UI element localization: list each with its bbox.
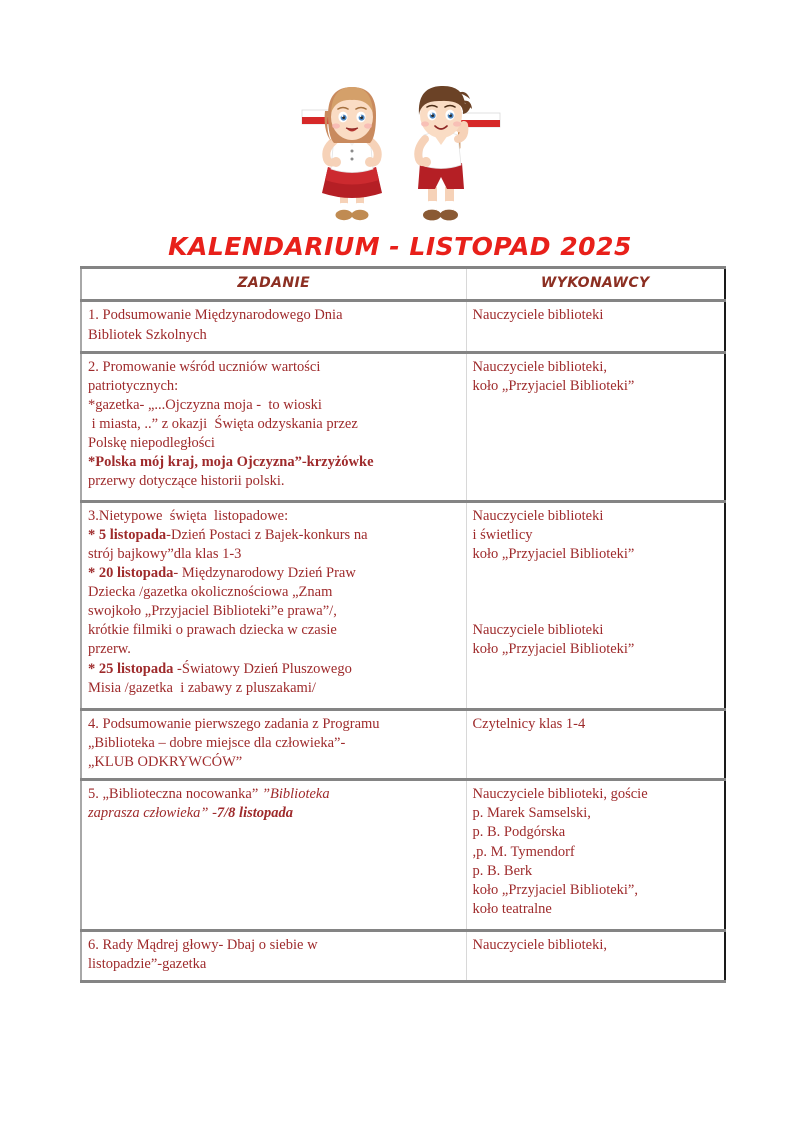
task-cell: [81, 931, 466, 982]
column-header-performers: WYKONAWCY: [466, 268, 725, 301]
task-line: [88, 526, 460, 545]
task-line: [88, 564, 460, 583]
performer-line: Nauczyciele biblioteki, goście: [472, 786, 648, 803]
calendar-table-body: [81, 268, 725, 982]
performer-line: koło teatralne: [472, 900, 552, 917]
performer-line: p. Marek Samselski,: [472, 805, 591, 822]
task-line: listopadzie”-gazetka: [88, 956, 207, 973]
task-line: 4. Podsumowanie pierwszego zadania z Programu: [88, 715, 380, 732]
task-line: [88, 660, 460, 679]
performer-line: Czytelnicy klas 1-4: [472, 715, 586, 732]
performers-cell: [466, 301, 725, 352]
performer-line: p. B. Berk: [472, 862, 533, 879]
task-line: „Biblioteka – dobre miejsce dla człowieka”-: [88, 734, 346, 751]
task-cell: [81, 709, 466, 779]
task-line: krótkie filmiki o prawach dziecka w czasie: [88, 622, 337, 639]
task-line: i miasta, ..” z okazji Święta odzyskania przez: [88, 416, 358, 433]
performers-cell: [466, 352, 725, 501]
task-line: swojkoło „Przyjaciel Biblioteki”e prawa”/,: [88, 603, 337, 620]
task-line-rest: -Światowy Dzień Pluszowego: [173, 660, 352, 677]
task-line: przerw.: [88, 641, 131, 658]
task-line: [88, 785, 460, 804]
task-date-emphasis: * 25 listopada: [88, 660, 174, 677]
task-line: strój bajkowy”dla klas 1-3: [88, 545, 242, 562]
task-line-rest: -Dzień Postaci z Bajek-konkurs na: [166, 526, 368, 543]
children-with-flags-illustration: [0, 66, 800, 231]
performer-line: Nauczyciele biblioteki: [472, 507, 604, 524]
task-line: 2. Promowanie wśród uczniów wartości: [88, 358, 321, 375]
task-line: przerwy dotyczące historii polski.: [88, 473, 285, 490]
performers-cell: [466, 709, 725, 779]
task-date-emphasis: * 20 listopada: [88, 564, 174, 581]
performer-gap: [473, 583, 719, 602]
performer-line: Nauczyciele biblioteki: [472, 622, 604, 639]
kids-flags-svg: [288, 71, 512, 231]
performer-line: koło „Przyjaciel Biblioteki”: [472, 377, 635, 394]
performer-line: koło „Przyjaciel Biblioteki”,: [472, 881, 638, 898]
performer-line: i świetlicy: [472, 526, 533, 543]
table-header-row: [81, 268, 725, 301]
performer-line: koło „Przyjaciel Biblioteki”: [472, 545, 635, 562]
task-line-rest: - Międzynarodowy Dzień Praw: [173, 564, 356, 581]
performer-line: Nauczyciele biblioteki,: [472, 358, 607, 375]
performer-line: p. B. Podgórska: [472, 824, 566, 841]
performer-line: Nauczyciele biblioteki,: [472, 937, 607, 954]
task-line: Misia /gazetka i zabawy z pluszakami/: [88, 679, 316, 696]
table-row: [81, 501, 725, 709]
task-date-emphasis: * 5 listopada: [88, 526, 167, 543]
performer-line: ,p. M. Tymendorf: [472, 843, 575, 860]
task-line-main: 5. „Biblioteczna nocowanka”: [88, 786, 259, 803]
task-line: [88, 804, 460, 823]
performer-gap: [473, 602, 719, 621]
task-line: 1. Podsumowanie Międzynarodowego Dnia: [88, 307, 343, 324]
performer-line: koło „Przyjaciel Biblioteki”: [472, 641, 635, 658]
task-cell: [81, 780, 466, 931]
task-line: patriotycznych:: [88, 377, 179, 394]
performers-cell: [466, 931, 725, 982]
task-line: *gazetka- „...Ojczyzna moja - to wioski: [88, 396, 322, 413]
performers-cell: [466, 780, 725, 931]
table-row: [81, 931, 725, 982]
task-cell: [81, 501, 466, 709]
task-line: 6. Rady Mądrej głowy- Dbaj o siebie w: [88, 937, 318, 954]
task-date-emphasis: 7/8 listopada: [216, 805, 294, 822]
task-cell: [81, 352, 466, 501]
table-row: [81, 352, 725, 501]
task-title-italic: zaprasza człowieka” -: [88, 805, 217, 822]
performers-cell: [466, 501, 725, 709]
task-cell: [81, 301, 466, 352]
table-row: [81, 301, 725, 352]
table-row: [81, 780, 725, 931]
task-line: Polskę niepodległości: [88, 435, 215, 452]
performer-gap: [473, 564, 719, 583]
page-title: KALENDARIUM - LISTOPAD 2025: [168, 232, 632, 261]
task-line: „KLUB ODKRYWCÓW”: [88, 754, 243, 771]
performer-line: Nauczyciele biblioteki: [472, 307, 604, 324]
task-title-italic: ”Biblioteka: [258, 786, 330, 803]
task-line: Dziecka /gazetka okolicznościowa „Znam: [88, 584, 333, 601]
table-row: [81, 709, 725, 779]
column-header-task: ZADANIE: [81, 268, 466, 301]
task-line: *Polska mój kraj, moja Ojczyzna”-krzyżówke: [88, 454, 374, 471]
calendar-table: [80, 266, 726, 983]
task-line: 3.Nietypowe święta listopadowe:: [88, 507, 289, 524]
task-line: Bibliotek Szkolnych: [88, 326, 207, 343]
